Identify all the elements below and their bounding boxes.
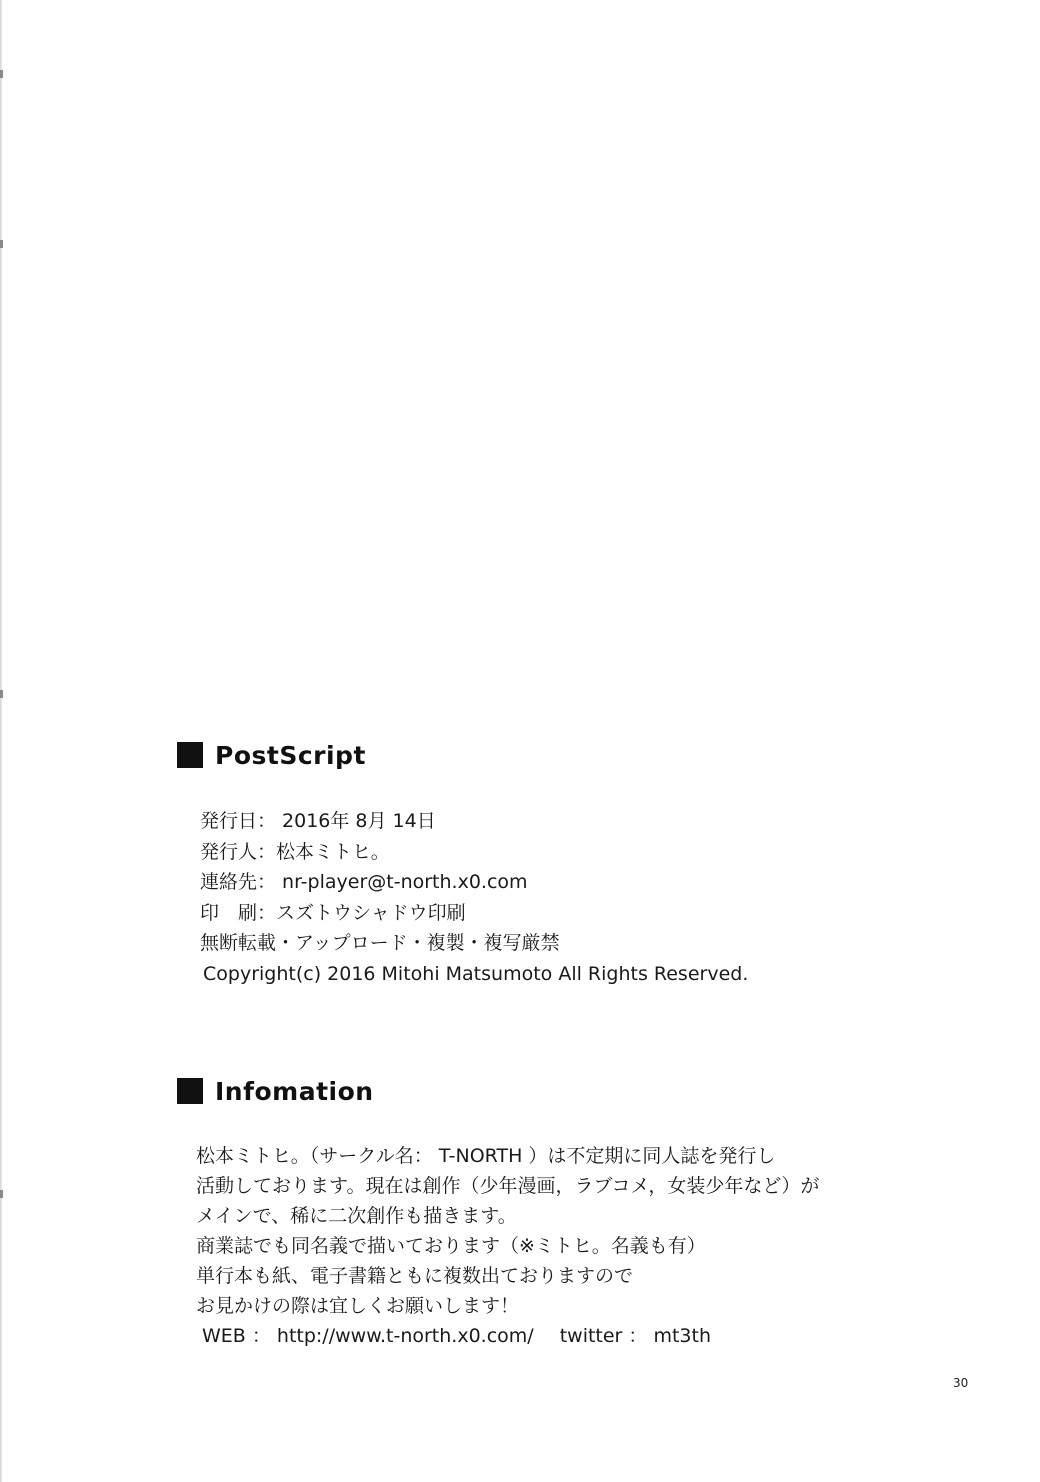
information-header (177, 1075, 374, 1107)
square-bullet-icon (177, 742, 203, 768)
prohibition-notice: 無断転載・アップロード・複製・複写厳禁 (200, 932, 560, 954)
edge-mark (0, 690, 3, 698)
page-number: 30 (953, 1376, 969, 1390)
postscript-title: PostScript (215, 740, 366, 770)
postscript-colophon (200, 806, 920, 989)
info-line: 単行本も紙、電子書籍ともに複数出ておりますので (196, 1265, 634, 1287)
postscript-header (177, 739, 366, 771)
square-bullet-icon (177, 1078, 203, 1104)
page-edge (0, 0, 3, 1482)
web-twitter-line (196, 1321, 976, 1351)
information-body (196, 1141, 976, 1351)
web-url: WEB ： http://www.t-north.x0.com/ (202, 1325, 534, 1347)
info-line: メインで、稀に二次創作も描きます。 (196, 1205, 517, 1227)
publisher: 発行人：松本ミトヒ。 (200, 840, 390, 863)
printer: 印 刷：スズトウシャドウ印刷 (200, 901, 466, 924)
info-line: 活動しております。現在は創作（少年漫画，ラブコメ，女装少年など）が (196, 1175, 820, 1197)
issue-date: 発行日： 2016年 8月 14日 (200, 810, 436, 832)
information-title: Infomation (215, 1076, 374, 1106)
twitter-handle: twitter ： mt3th (559, 1325, 711, 1347)
info-line: 商業誌でも同名義で描いております（※ミトヒ。名義も有） (196, 1235, 706, 1257)
edge-mark (0, 70, 3, 78)
info-line: 松本ミトヒ。（サークル名： T-NORTH ）は不定期に同人誌を発行し (196, 1145, 776, 1167)
edge-mark (0, 1190, 3, 1198)
copyright: Copyright(c) 2016 Mitohi Matsumoto All Rights Reserved. (203, 962, 749, 985)
info-line: お見かけの際は宜しくお願いします！ (196, 1295, 520, 1317)
contact: 連絡先： nr-player@t-north.x0.com (200, 871, 528, 893)
edge-mark (0, 240, 3, 248)
